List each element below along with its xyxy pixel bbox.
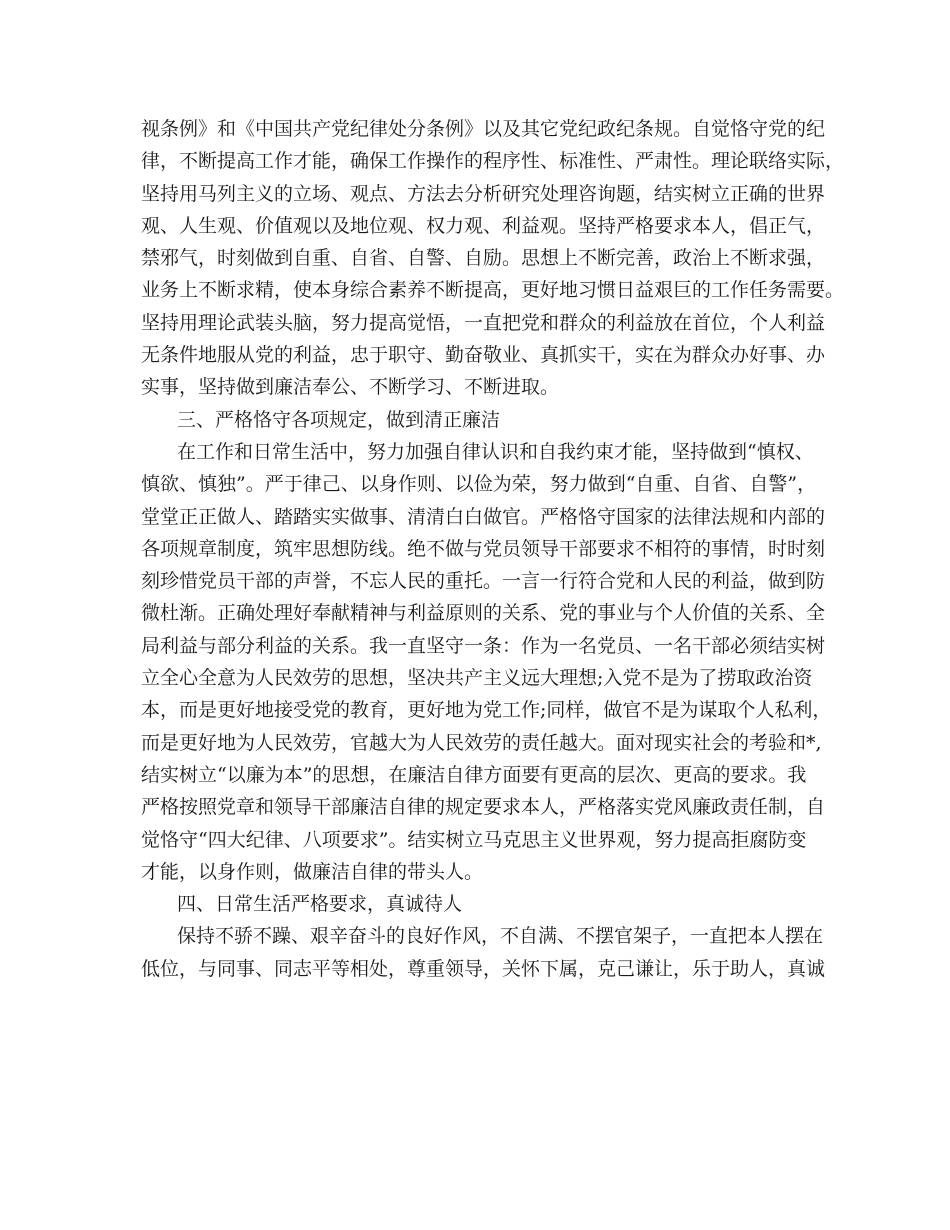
body-line: 慎欲、慎独”。严于律己、以身作则、以俭为荣，努力做到“自重、自省、自警”， <box>141 473 817 496</box>
body-line: 立全心全意为人民效劳的思想，坚决共产主义远大理想;入党不是为了捞取政治资 <box>141 667 813 690</box>
body-line: 实事，坚持做到廉洁奉公、不断学习、不断进取。 <box>141 376 560 399</box>
body-line: 而是更好地为人民效劳，官越大为人民效劳的责任越大。面对现实社会的考验和*, <box>141 731 822 754</box>
body-line: 局利益与部分利益的关系。我一直坚守一条：作为一名党员、一名干部必须结实树 <box>141 634 826 657</box>
body-line: 观、人生观、价值观以及地位观、权力观、利益观。坚持严格要求本人，倡正气， <box>141 214 826 237</box>
body-line: 才能，以身作则，做廉洁自律的带头人。 <box>141 860 484 883</box>
body-line: 微杜渐。正确处理好奉献精神与利益原则的关系、党的事业与个人价值的关系、全 <box>141 602 826 625</box>
body-line: 结实树立“以廉为本”的思想，在廉洁自律方面要有更高的层次、更高的要求。我 <box>141 763 807 786</box>
body-line: 坚持用马列主义的立场、观点、方法去分析研究处理咨询题，结实树立正确的世界 <box>141 182 826 205</box>
body-line: 本，而是更好地接受党的教育，更好地为党工作;同样，做官不是为谋取个人私利， <box>141 699 832 722</box>
body-line: 律，不断提高工作才能，确保工作操作的程序性、标准性、严肃性。理论联络实际， <box>141 150 845 173</box>
section-heading: 三、严格恪守各项规定，做到清正廉洁 <box>177 408 501 431</box>
body-line: 无条件地服从党的利益，忠于职守、勤奋敬业、真抓实干，实在为群众办好事、办 <box>141 344 826 367</box>
body-line: 严格按照党章和领导干部廉洁自律的规定要求本人，严格落实党风廉政责任制，自 <box>141 796 826 819</box>
body-line: 刻珍惜党员干部的声誉，不忘人民的重托。一言一行符合党和人民的利益，做到防 <box>141 570 826 593</box>
body-line: 视条例》和《中国共产党纪律处分条例》以及其它党纪政纪条规。自觉恪守党的纪 <box>141 118 826 140</box>
paragraph-first-line: 保持不骄不躁、艰辛奋斗的良好作风，不自满、不摆官架子，一直把本人摆在 <box>177 925 824 948</box>
body-line: 觉恪守“四大纪律、八项要求”。结实树立马克思主义世界观，努力提高拒腐防变 <box>141 828 807 851</box>
body-line: 堂堂正正做人、踏踏实实做事、清清白白做官。严格恪守国家的法律法规和内部的 <box>141 505 826 528</box>
body-line: 禁邪气，时刻做到自重、自省、自警、自励。思想上不断完善，政治上不断求强， <box>141 247 826 270</box>
body-line: 业务上不断求精，使本身综合素养不断提高，更好地习惯日益艰巨的工作任务需要。 <box>141 279 845 302</box>
document-body <box>141 113 845 985</box>
section-heading: 四、日常生活严格要求，真诚待人 <box>177 893 463 916</box>
body-line: 低位，与同事、同志平等相处，尊重领导，关怀下属，克己谦让，乐于助人，真诚 <box>141 957 826 980</box>
body-line: 各项规章制度，筑牢思想防线。绝不做与党员领导干部要求不相符的事情，时时刻 <box>141 537 826 560</box>
body-line: 坚持用理论武装头脑，努力提高觉悟，一直把党和群众的利益放在首位，个人利益 <box>141 311 826 334</box>
paragraph-first-line: 在工作和日常生活中，努力加强自律认识和自我约束才能，坚持做到“慎权、 <box>177 440 814 463</box>
